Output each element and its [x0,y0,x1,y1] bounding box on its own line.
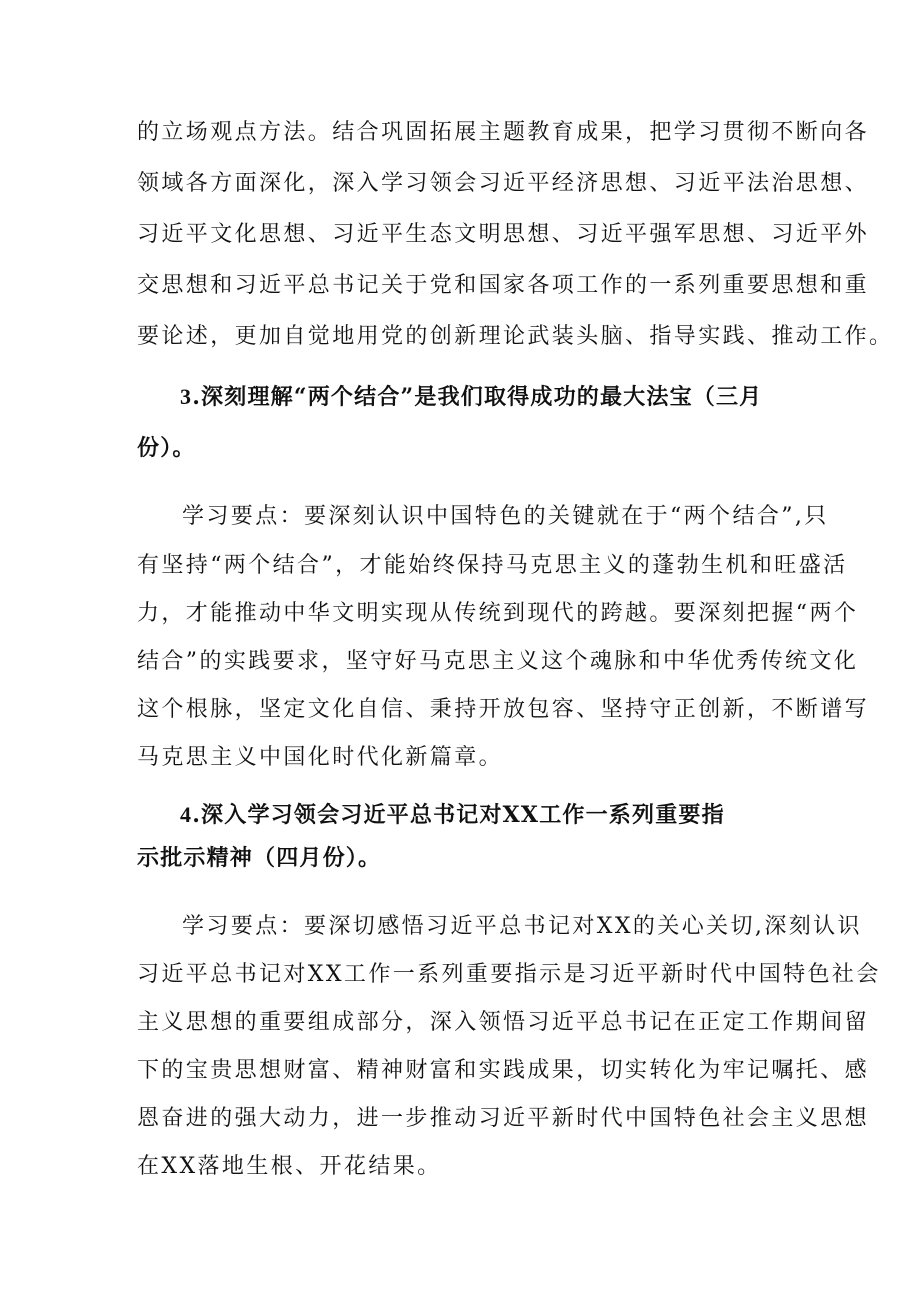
paragraph-line: 习近平总书记对XX工作一系列重要指示是习近平新时代中国特色社会 [137,962,881,987]
paragraph-line: 力，才能推动中华文明实现从传统到现代的跨越。要深刻把握“两个 [137,601,859,626]
paragraph-line: 马克思主义中国化时代化新篇章。 [137,745,504,770]
paragraph-line: 主义思想的重要组成部分，深入领悟习近平总书记在正定工作期间留 [137,1010,870,1035]
paragraph-line: 领域各方面深化，深入学习领会习近平经济思想、习近平法治思想、 [137,171,870,196]
paragraph-line: 学习要点：要深刻认识中国特色的关键就在于“两个结合”,只 [182,504,829,529]
paragraph-line: 结合”的实践要求，坚守好马克思主义这个魂脉和中华优秀传统文化 [137,649,859,674]
heading-line: 份）。 [137,435,196,461]
paragraph-line: 这个根脉，坚定文化自信、秉持开放包容、坚持守正创新，不断谱写 [137,697,870,722]
heading-line: 示批示精神（四月份）。 [137,845,382,871]
paragraph-line: 习近平文化思想、习近平生态文明思想、习近平强军思想、习近平外 [137,222,870,247]
heading-text: .深入学习领会习近平总书记对XX工作一系列重要指 [192,802,725,828]
paragraph-line: 在XX落地生根、开花结果。 [137,1154,442,1179]
paragraph-line: 交思想和习近平总书记关于党和国家各项工作的一系列重要思想和重 [137,273,870,298]
paragraph-line: 的立场观点方法。结合巩固拓展主题教育成果，把学习贯彻不断向各 [137,120,870,145]
heading-text: .深刻理解“两个结合”是我们取得成功的最大法宝（三月 [192,384,763,410]
paragraph-line: 有坚持“两个结合”，才能始终保持马克思主义的蓬勃生机和旺盛活 [137,553,848,578]
heading-line [180,795,725,835]
paragraph-line: 下的宝贵思想财富、精神财富和实践成果，切实转化为牢记嘱托、感 [137,1058,870,1083]
paragraph-line: 恩奋进的强大动力，进一步推动习近平新时代中国特色社会主义思想 [137,1106,870,1131]
heading-number: 3 [180,384,193,409]
paragraph-line: 学习要点：要深切感悟习近平总书记对XX的关心关切,深刻认识 [182,914,862,939]
paragraph-line: 要论述，更加自觉地用党的创新理论武装头脑、指导实践、推动工作。 [137,324,894,349]
heading-line [180,377,762,417]
heading-number: 4 [180,802,193,827]
